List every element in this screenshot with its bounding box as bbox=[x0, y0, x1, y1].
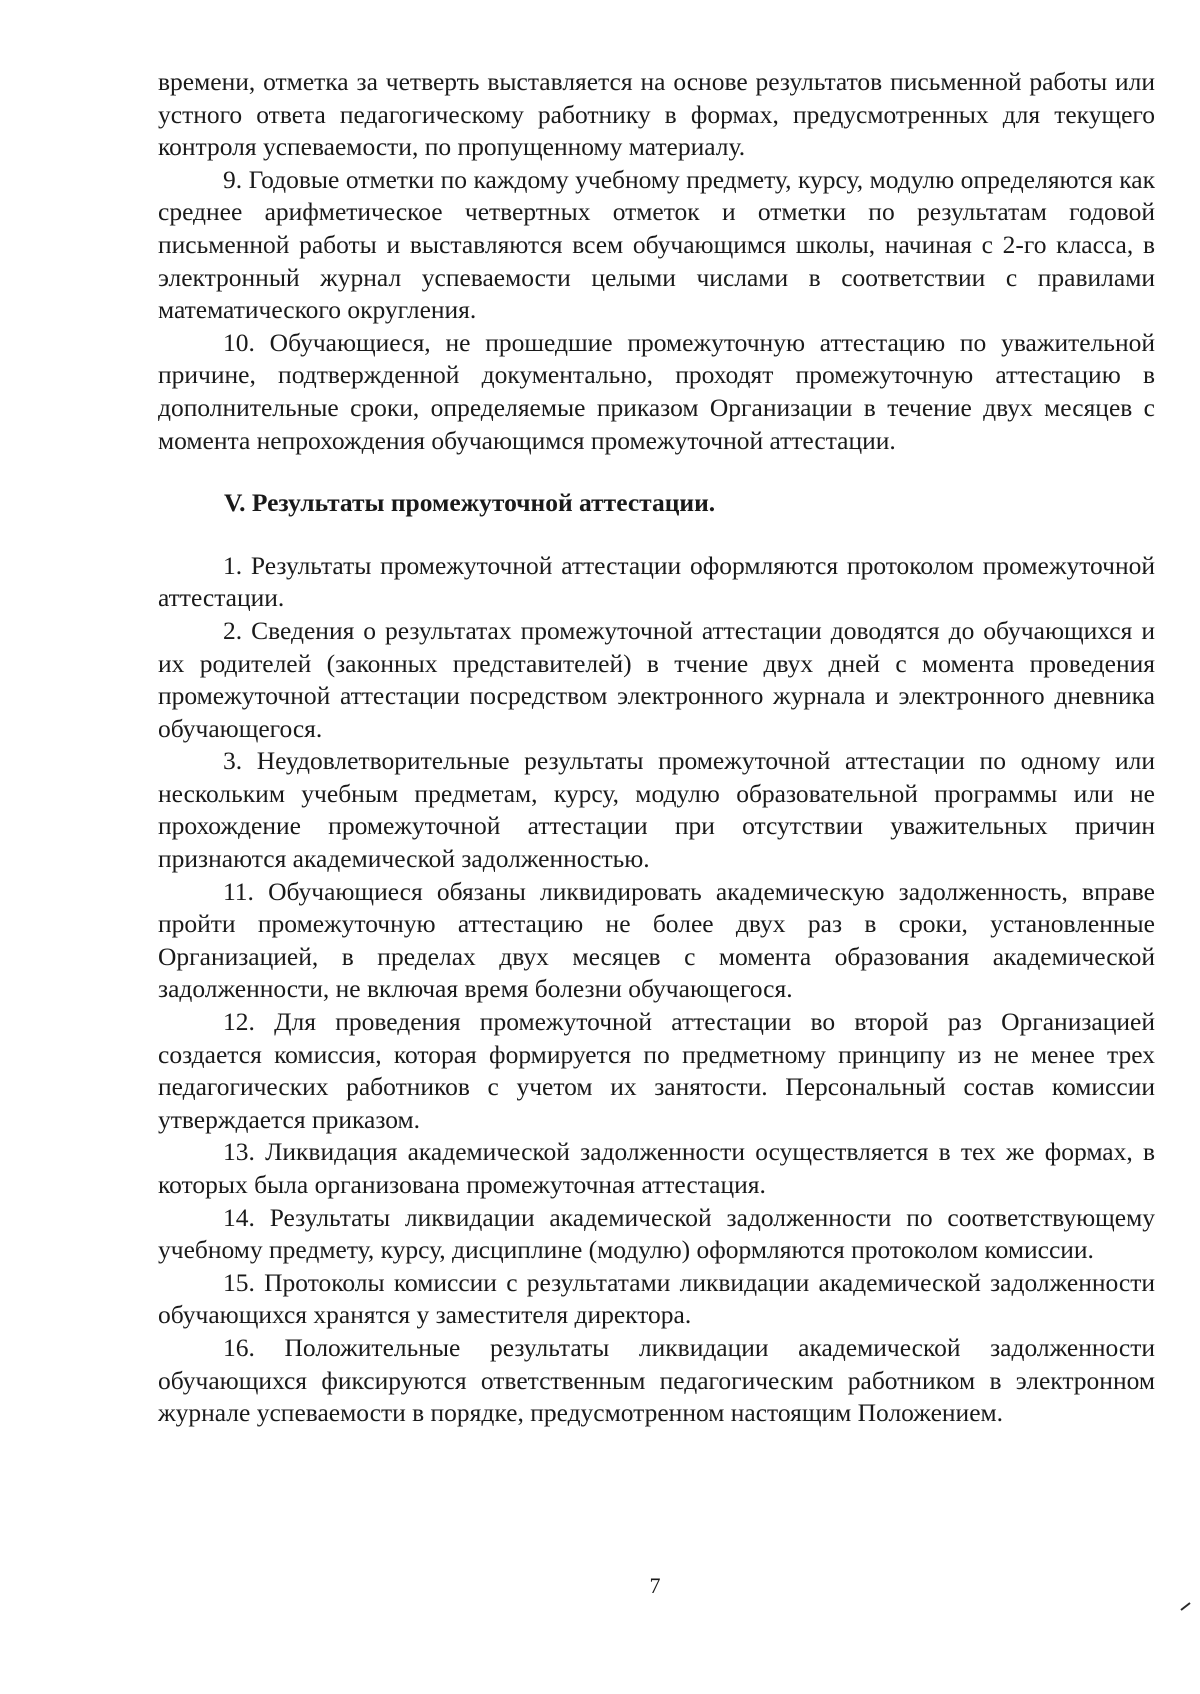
paragraph-item-14: 14. Результаты ликвидации академической задолженности по соответствующему учебному предмету, курсу, дисциплине (модулю) оформляются протоколом комиссии. bbox=[158, 1202, 1155, 1265]
paragraph-item-9: 9. Годовые отметки по каждому учебному предмету, курсу, модулю определяются как среднее арифметическое четвертных отметок и отметки по результатам годовой письменной работы и выставляются всем обучающимся школы, начиная с 2-го класса, в электронный журнал успеваемости целыми числами в соответствии с правилами математического округления. bbox=[158, 164, 1155, 325]
scan-artifact-mark bbox=[1180, 1601, 1192, 1611]
paragraph-item-15: 15. Протоколы комиссии с результатами ликвидации академической задолженности обучающихся хранятся у заместителя директора. bbox=[158, 1267, 1155, 1330]
paragraph-item-1: 1. Результаты промежуточной аттестации оформляются протоколом промежуточной аттестации. bbox=[158, 550, 1155, 613]
document-body bbox=[158, 66, 1155, 1430]
paragraph-item-16: 16. Положительные результаты ликвидации академической задолженности обучающихся фиксируются ответственным педагогическим работником в электронном журнале успеваемости в порядке, предусмотренном настоящим Положением. bbox=[158, 1332, 1155, 1428]
paragraph-item-10: 10. Обучающиеся, не прошедшие промежуточную аттестацию по уважительной причине, подтвержденной документально, проходят промежуточную аттестацию в дополнительные сроки, определяемые приказом Организации в течение двух месяцев с момента непрохождения обучающимся промежуточной аттестации. bbox=[158, 327, 1155, 455]
paragraph-continuation: времени, отметка за четверть выставляется на основе результатов письменной работы или устного ответа педагогическому работнику в формах, предусмотренных для текущего контроля успеваемости, по пропущенному материалу. bbox=[158, 67, 1155, 162]
paragraph-item-11: 11. Обучающиеся обязаны ликвидировать академическую задолженность, вправе пройти промежуточную аттестацию не более двух раз в сроки, установленные Организацией, в пределах двух месяцев с момента образования академической задолженности, не включая время болезни обучающегося. bbox=[158, 876, 1155, 1004]
paragraph-item-2: 2. Сведения о результатах промежуточной аттестации доводятся до обучающихся и их родителей (законных представителей) в тчение двух дней с момента проведения промежуточной аттестации посредством электронного журнала и электронного дневника обучающегося. bbox=[158, 615, 1155, 743]
section-heading: V. Результаты промежуточной аттестации. bbox=[224, 488, 716, 518]
page-number: 7 bbox=[649, 1573, 661, 1598]
paragraph-item-13: 13. Ликвидация академической задолженности осуществляется в тех же формах, в которых была организована промежуточная аттестация. bbox=[158, 1137, 1155, 1199]
paragraph-item-3: 3. Неудовлетворительные результаты промежуточной аттестации по одному или нескольким учебным предметам, курсу, модулю образовательной программы или не прохождение промежуточной аттестации при отсутствии уважительных причин признаются академической задолженностью. bbox=[158, 746, 1155, 874]
paragraph-item-12: 12. Для проведения промежуточной аттестации во второй раз Организацией создается комиссия, которая формируется по предметному принципу из не менее трех педагогических работников с учетом их занятости. Персональный состав комиссии утверждается приказом. bbox=[158, 1007, 1155, 1134]
